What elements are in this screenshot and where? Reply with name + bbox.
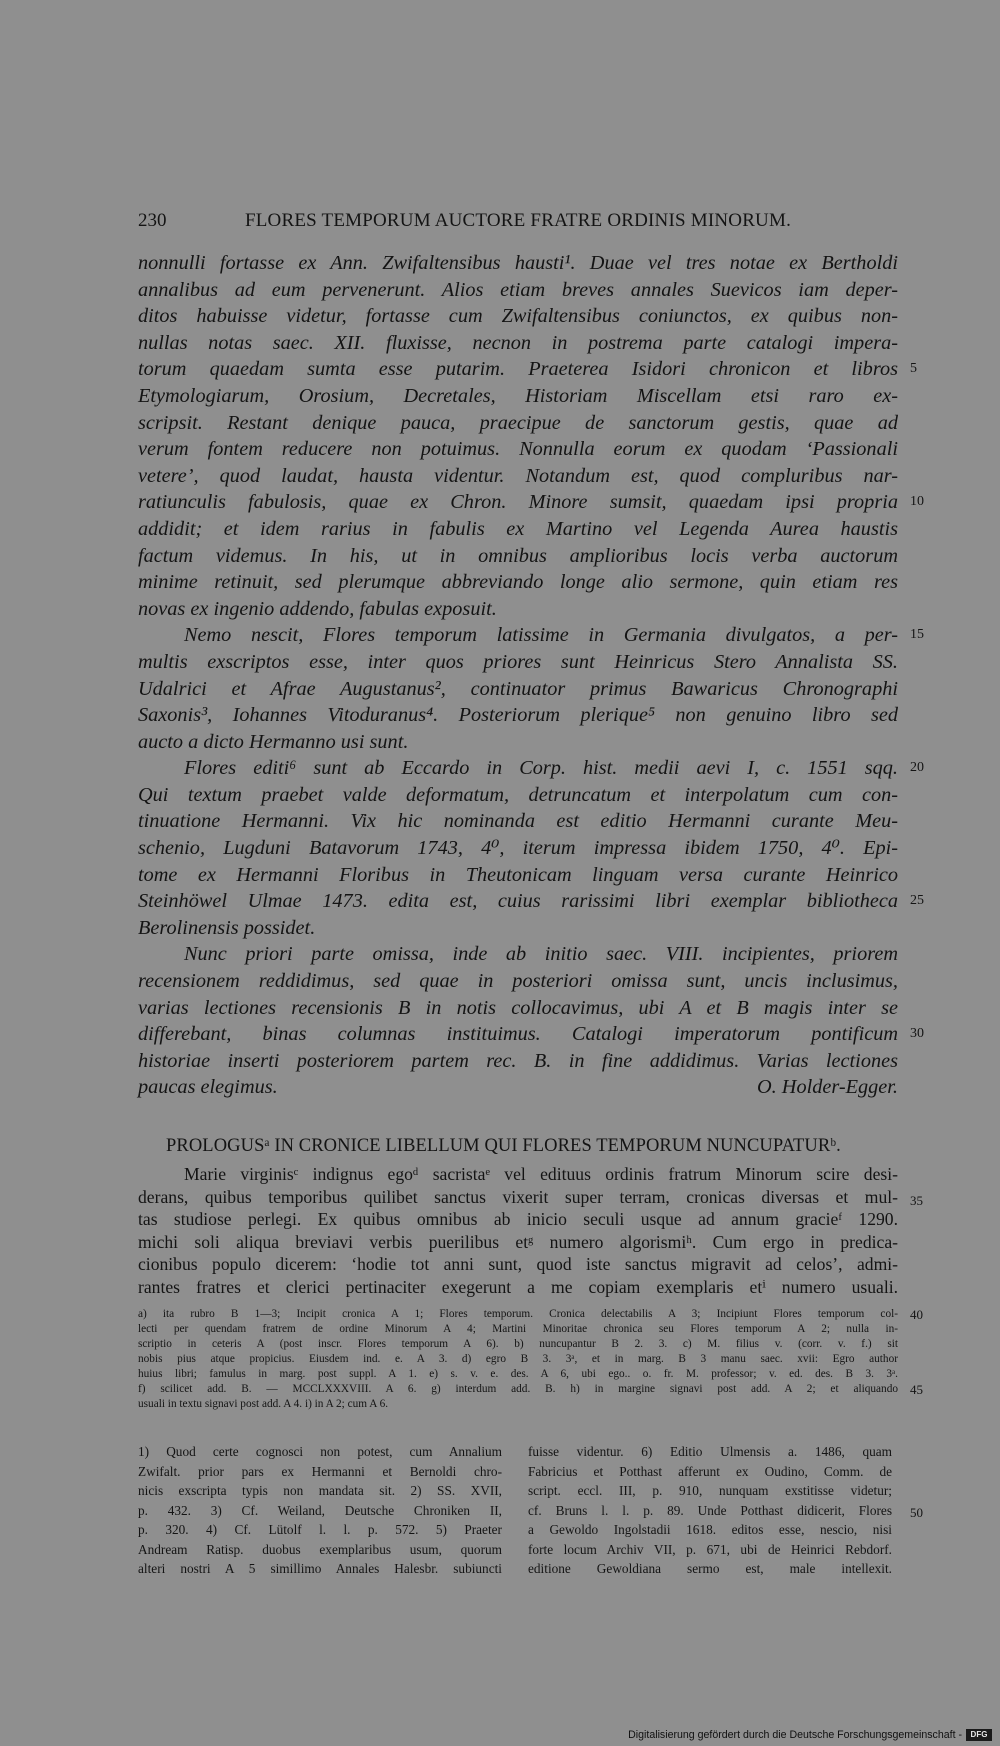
intro-line: ratiunculis fabulosis, quae ex Chron. Minore sumsit, quaedam ipsi propria [138, 491, 898, 514]
line-number: 10 [910, 494, 924, 510]
line-number: 50 [910, 1504, 923, 1520]
running-header [138, 210, 898, 236]
variant-line: f) scilicet add. B. — MCCLXXXVIII. A 6. g) interdum add. B. h) in margine signavi post add. A 2; et aliquando [138, 1383, 898, 1395]
intro-line: nullas notas saec. XII. fluxisse, necnon in postrema parte catalogi impera- [138, 331, 898, 354]
variant-line: nobis pius atque propicius. Eiusdem ind. e. A 3. d) egro B 3. 3ᵃ, et in marg. B 3 manu saec. xvii: Egro author [138, 1353, 898, 1365]
footnote-line: nicis exscripta typis non mandata sit. 2) SS. XVII, [138, 1483, 502, 1498]
funding-notice: Digitalisierung gefördert durch die Deutsche Forschungsgemeinschaft - [628, 1729, 962, 1741]
footnote-line: Fabricius et Potthast afferunt ex Oudino, Comm. de [528, 1463, 892, 1479]
footnote-line: Andream Ratisp. duobus exemplaribus usum, quorum [138, 1541, 502, 1557]
intro-line: historiae inserti posteriorem partem rec. B. in fine addidimus. Varias lectiones [138, 1049, 898, 1072]
intro-line: Steinhöwel Ulmae 1473. edita est, cuius rarissimi libri exemplar bibliotheca [138, 890, 898, 913]
footnote-line: cf. Bruns l. l. p. 89. Unde Potthast didicerit, Flores [528, 1502, 892, 1518]
intro-line: tinuatione Hermanni. Vix hic nominanda est editio Hermanni curante Meu- [138, 810, 898, 833]
line-number: 20 [910, 760, 924, 776]
intro-line: vetere’, quod laudat, hausta videntur. Notandum est, quod compluribus nar- [138, 464, 898, 487]
line-number: 30 [910, 1026, 924, 1042]
intro-line: Udalrici et Afrae Augustanus², continuator primus Bawaricus Chronographi [138, 677, 898, 700]
variant-readings [138, 1307, 923, 1412]
intro-line: Qui textum praebet valde deformatum, detruncatum et interpolatum cum con- [138, 783, 898, 806]
page-number: 230 [138, 210, 167, 231]
intro-line: Flores editi⁶ sunt ab Eccardo in Corp. hist. medii aevi I, c. 1551 sqq. [184, 757, 898, 780]
intro-line: aucto a dicto Hermanno usi sunt. [138, 730, 409, 753]
editor-signature: O. Holder-Egger. [757, 1076, 898, 1099]
line-number: 40 [910, 1307, 923, 1322]
footnote-line: Zwifalt. prior pars ex Hermanni et Bernoldi chro- [138, 1463, 502, 1479]
variant-line: usuali in textu signavi post add. A 4. i) in A 2; cum A 6. [138, 1398, 389, 1410]
intro-line: differebant, binas columnas instituimus. Catalogi imperatorum pontificum [138, 1023, 898, 1046]
intro-line: Saxonis³, Iohannes Vitoduranus⁴. Posteriorum plerique⁵ non genuino libro sed [138, 704, 898, 727]
intro-line: minime retinuit, sed plerumque abbreviando longe alio sermone, quin etiam res [138, 571, 898, 594]
running-title: FLORES TEMPORUM AUCTORE FRATRE ORDINIS MINORUM. [244, 210, 792, 231]
footnote-line: script. eccl. III, p. 910, nunquam exstitisse videtur; [528, 1483, 892, 1498]
prologue-heading: PROLOGUSᵃ IN CRONICE LIBELLUM QUI FLORES TEMPORUM NUNCUPATURᵇ. [166, 1136, 841, 1156]
prologue-line: cionibus populo dicerem: ‘hodie tot anni sunt, quod iste sanctus migravit ad celos’, admi- [138, 1254, 898, 1275]
intro-line: multis exscriptos esse, inter quos priores sunt Heinricus Stero Annalista SS. [138, 650, 898, 673]
footnote-line: fuisse videntur. 6) Editio Ulmensis a. 1486, quam [528, 1444, 892, 1459]
intro-line: ditos habuisse videtur, fortasse cum Zwifaltensibus coniunctos, ex quibus non- [138, 305, 898, 328]
intro-line: annalibus ad eum pervenerunt. Alios etiam breves annales Suevicos iam deper- [138, 278, 898, 301]
intro-line: varias lectiones recensionis B in notis collocavimus, ubi A et B magis inter se [138, 996, 898, 1019]
variant-line: a) ita rubro B 1—3; Incipit cronica A 1; Flores temporum. Cronica delectabilis A 3; Incipiunt Flores temporum col- [138, 1308, 898, 1320]
prologue-line: michi soli aliqua breviavi verbis puerilibus etᵍ numero algorismiʰ. Cum ergo in predica- [138, 1231, 898, 1252]
introduction-text [138, 250, 924, 1101]
intro-line: factum videmus. In his, ut in omnibus amplioribus locis verba auctorum [138, 544, 898, 567]
intro-line: Nemo nescit, Flores temporum latissime in Germania divulgatos, a per- [184, 624, 898, 647]
intro-line: scripsit. Restant denique pauca, praecipue de sanctorum gestis, quae ad [138, 411, 898, 434]
footnote-line: p. 432. 3) Cf. Weiland, Deutsche Chroniken II, [138, 1502, 502, 1518]
footnote-line: p. 320. 4) Cf. Lütolf l. l. p. 572. 5) Praeter [138, 1522, 502, 1537]
footnote-line: forte locum Archiv VII, p. 671, ubi de Heinrici Rebdorf. [528, 1541, 892, 1557]
intro-line: recensionem reddidimus, sed quae in posteriori omissa sunt, uncis inclusimus, [138, 970, 898, 993]
footnote-line: editione Gewoldiana sermo est, male intellexit. [528, 1561, 892, 1576]
footnotes-left-column [138, 1442, 502, 1579]
intro-line: Nunc priori parte omissa, inde ab initio saec. VIII. incipientes, priorem [184, 943, 898, 966]
footnote-line: a Gewoldo Ingolstadii 1618. editos esse, nescio, nisi [528, 1522, 892, 1537]
footnote-line: alteri nostri A 5 simillimo Annales Halesbr. subiuncti [138, 1561, 502, 1576]
variant-line: lecti per quendam fratrem de ordine Minorum A 4; Martini Minoritae chronica seu Flores temporum A 2; nulla in- [138, 1323, 898, 1335]
intro-line: torum quaedam sumta esse putarim. Praeterea Isidori chronicon et libros [138, 358, 898, 381]
prologue-line: rantes fratres et clerici pertinaciter exegerunt a me copiam exemplaris etⁱ numero usuali. [138, 1276, 898, 1297]
line-number: 35 [910, 1192, 923, 1208]
intro-line: nonnulli fortasse ex Ann. Zwifaltensibus hausti¹. Duae vel tres notae ex Bertholdi [138, 252, 898, 274]
footnotes-right-column [528, 1442, 923, 1579]
prologue-text [138, 1163, 923, 1299]
variant-line: scriptio in ceteris A (post inscr. Flores temporum A 6). b) nuncupantur B 2. 3. c) M. filius v. (corr. v. f.) sit [138, 1338, 898, 1350]
intro-line: tome ex Hermanni Floribus in Theutonicam linguam versa curante Heinrico [138, 863, 898, 886]
intro-line: addidit; et idem rarius in fabulis ex Martino vel Legenda Aurea haustis [138, 517, 898, 540]
line-number: 25 [910, 893, 924, 909]
digitization-footer [604, 1728, 994, 1742]
intro-line: Berolinensis possidet. [138, 916, 316, 939]
dfg-logo: DFG [966, 1729, 992, 1741]
prologue-line: tas studiose perlegi. Ex quibus omnibus ab inicio seculi usque ad annum gracieᶠ 1290. [138, 1209, 898, 1230]
intro-line: novas ex ingenio addendo, fabulas exposuit. [138, 597, 497, 620]
prologue-line: derans, quibus temporibus quilibet sanctus vixerit super terram, cronicas diversas et mul- [138, 1186, 898, 1207]
line-number: 5 [910, 361, 917, 377]
intro-line: verum fontem reducere non potuimus. Nonnulla eorum ex quodam ‘Passionali [138, 438, 898, 461]
line-number: 45 [910, 1382, 923, 1397]
intro-line: paucas elegimus. [138, 1076, 278, 1099]
footnote-line: 1) Quod certe cognosci non potest, cum Annalium [138, 1444, 502, 1459]
prologue-line: Marie virginisᶜ indignus egoᵈ sacristaᵉ vel edituus ordinis fratrum Minorum scire desi- [184, 1164, 898, 1184]
variant-line: huius libri; famulus in marg. post suppl. A 1. e) s. v. e. des. A 6, ubi ego.. o. fr. M. professor; v. ed. des. B 3. 3ᵃ. [138, 1368, 898, 1380]
line-number: 15 [910, 627, 924, 643]
intro-line: Etymologiarum, Orosium, Decretales, Historiam Miscellam etsi raro ex- [138, 384, 898, 407]
intro-line: schenio, Lugduni Batavorum 1743, 4⁰, iterum impressa ibidem 1750, 4⁰. Epi- [138, 837, 898, 860]
